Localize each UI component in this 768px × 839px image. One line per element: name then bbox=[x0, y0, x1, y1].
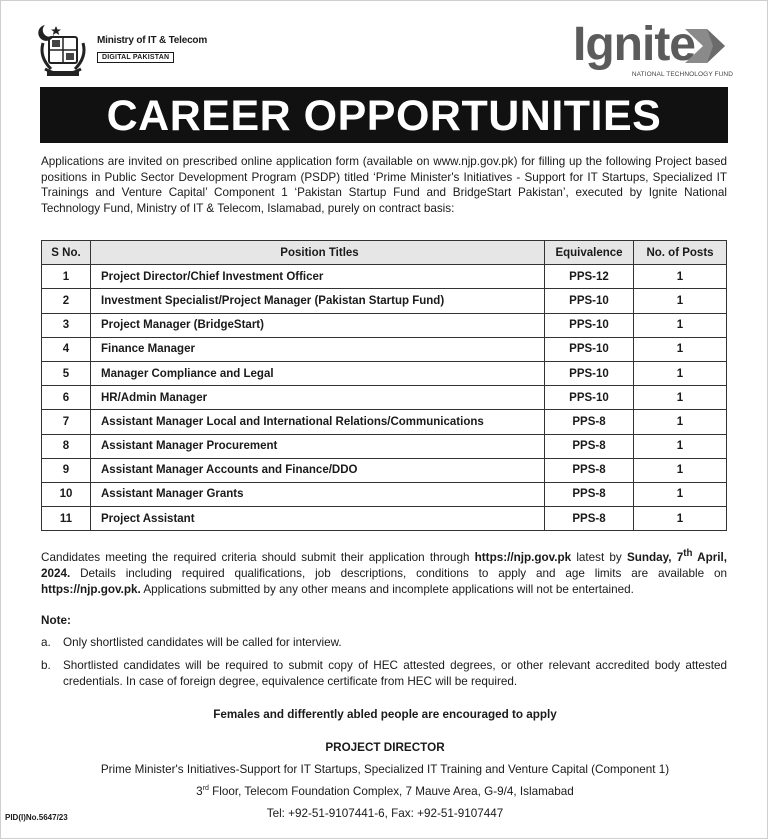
cell-sno: 4 bbox=[42, 337, 91, 361]
table-row bbox=[42, 361, 727, 385]
cell-position-title: Project Assistant bbox=[91, 507, 545, 531]
note-label: Note: bbox=[41, 614, 71, 627]
table-row bbox=[42, 458, 727, 482]
cell-equivalence: PPS-8 bbox=[545, 434, 634, 458]
table-row bbox=[42, 434, 727, 458]
cell-equivalence: PPS-10 bbox=[545, 386, 634, 410]
cell-equivalence: PPS-8 bbox=[545, 410, 634, 434]
cell-posts: 1 bbox=[634, 458, 727, 482]
cell-equivalence: PPS-10 bbox=[545, 289, 634, 313]
table-row bbox=[42, 265, 727, 289]
cell-sno: 10 bbox=[42, 482, 91, 506]
apply-text-2: latest by bbox=[571, 550, 627, 564]
cell-equivalence: PPS-10 bbox=[545, 337, 634, 361]
footer-address: 3rd Floor, Telecom Foundation Complex, 7 Mauve Area, G-9/4, Islamabad bbox=[196, 785, 574, 798]
cell-position-title: HR/Admin Manager bbox=[91, 386, 545, 410]
apply-text-3: Details including required qualifications, job descriptions, conditions to apply and age limits are available on bbox=[70, 566, 727, 580]
footer-contact: Tel: +92-51-9107441-6, Fax: +92-51-9107447 bbox=[266, 807, 504, 820]
signatory: PROJECT DIRECTOR bbox=[325, 741, 445, 754]
cell-equivalence: PPS-10 bbox=[545, 313, 634, 337]
cell-position-title: Project Director/Chief Investment Officer bbox=[91, 265, 545, 289]
cell-sno: 5 bbox=[42, 361, 91, 385]
cell-sno: 11 bbox=[42, 507, 91, 531]
cell-position-title: Finance Manager bbox=[91, 337, 545, 361]
government-emblem-icon bbox=[35, 21, 91, 79]
table-body bbox=[42, 265, 727, 531]
cell-equivalence: PPS-8 bbox=[545, 482, 634, 506]
cell-posts: 1 bbox=[634, 289, 727, 313]
table-row bbox=[42, 289, 727, 313]
table-row bbox=[42, 386, 727, 410]
note-item: b. Shortlisted candidates will be required to submit copy of HEC attested degrees, or other relevant accredited body attested credentials. In case of foreign degree, equivalence certificate from HEC will be required. bbox=[41, 659, 727, 688]
table-row bbox=[42, 507, 727, 531]
header-position-titles: Position Titles bbox=[91, 241, 545, 265]
footer-program-line: Prime Minister's Initiatives-Support for IT Startups, Specialized IT Training and Venture Capital (Component 1) bbox=[100, 763, 670, 776]
cell-equivalence: PPS-8 bbox=[545, 507, 634, 531]
cell-position-title: Project Manager (BridgeStart) bbox=[91, 313, 545, 337]
cell-posts: 1 bbox=[634, 337, 727, 361]
cell-posts: 1 bbox=[634, 507, 727, 531]
arrow-right-icon bbox=[685, 29, 733, 63]
deadline: Sunday, 7th April, 2024. bbox=[41, 548, 728, 580]
ministry-name: Ministry of IT & Telecom bbox=[97, 35, 208, 46]
cell-sno: 8 bbox=[42, 434, 91, 458]
table-row bbox=[42, 313, 727, 337]
intro-paragraph: Applications are invited on prescribed online application form (available on www.njp.gov.pk) for filling up the following Project based positions in Public Sector Development Program (PSDP) titled ‘Prime Minister's Initiatives - Support for IT Startups, Specialized IT Trainings and Venture Capital’ Component 1 ‘Pakistan Startup Fund and BridgeStart Pakistan’, executed by Ignite National Technology Fund, Ministry of IT & Telecom, Islamabad, purely on contract basis: bbox=[41, 155, 727, 215]
cell-position-title: Assistant Manager Local and International Relations/Communications bbox=[91, 410, 545, 434]
ignite-wordmark: Ignite bbox=[573, 18, 695, 71]
header-equivalence: Equivalence bbox=[545, 241, 634, 265]
cell-sno: 1 bbox=[42, 265, 91, 289]
ignite-tagline: NATIONAL TECHNOLOGY FUND bbox=[631, 71, 733, 78]
ignite-logo bbox=[573, 19, 733, 79]
table-row bbox=[42, 482, 727, 506]
table-row bbox=[42, 337, 727, 361]
cell-equivalence: PPS-10 bbox=[545, 361, 634, 385]
cell-posts: 1 bbox=[634, 313, 727, 337]
pid-number: PID(I)No.5647/23 bbox=[5, 813, 68, 822]
encouragement-statement: Females and differently abled people are encouraged to apply bbox=[213, 708, 557, 721]
cell-sno: 2 bbox=[42, 289, 91, 313]
cell-sno: 7 bbox=[42, 410, 91, 434]
page-title: CAREER OPPORTUNITIES bbox=[40, 87, 728, 143]
cell-posts: 1 bbox=[634, 386, 727, 410]
application-instructions bbox=[41, 546, 727, 598]
cell-sno: 3 bbox=[42, 313, 91, 337]
cell-position-title: Manager Compliance and Legal bbox=[91, 361, 545, 385]
cell-position-title: Assistant Manager Procurement bbox=[91, 434, 545, 458]
ministry-subtitle: DIGITAL PAKISTAN bbox=[97, 52, 174, 63]
cell-sno: 9 bbox=[42, 458, 91, 482]
table-header-row bbox=[42, 241, 727, 265]
note-item: a. Only shortlisted candidates will be called for interview. bbox=[41, 636, 342, 649]
cell-posts: 1 bbox=[634, 265, 727, 289]
apply-text-4: Applications submitted by any other means and incomplete applications will not be entertained. bbox=[140, 582, 634, 596]
apply-text-1: Candidates meeting the required criteria should submit their application through bbox=[41, 550, 475, 564]
ministry-block bbox=[97, 35, 207, 64]
cell-equivalence: PPS-12 bbox=[545, 265, 634, 289]
njp-link[interactable]: https://njp.gov.pk bbox=[474, 550, 572, 564]
cell-posts: 1 bbox=[634, 434, 727, 458]
cell-posts: 1 bbox=[634, 361, 727, 385]
njp-link-2[interactable]: https://njp.gov.pk. bbox=[41, 582, 141, 596]
cell-position-title: Assistant Manager Accounts and Finance/DDO bbox=[91, 458, 545, 482]
cell-sno: 6 bbox=[42, 386, 91, 410]
cell-equivalence: PPS-8 bbox=[545, 458, 634, 482]
cell-posts: 1 bbox=[634, 410, 727, 434]
cell-position-title: Investment Specialist/Project Manager (Pakistan Startup Fund) bbox=[91, 289, 545, 313]
positions-table bbox=[41, 240, 727, 531]
cell-posts: 1 bbox=[634, 482, 727, 506]
header-posts: No. of Posts bbox=[634, 241, 727, 265]
table-row bbox=[42, 410, 727, 434]
header-sno: S No. bbox=[42, 241, 91, 265]
cell-position-title: Assistant Manager Grants bbox=[91, 482, 545, 506]
